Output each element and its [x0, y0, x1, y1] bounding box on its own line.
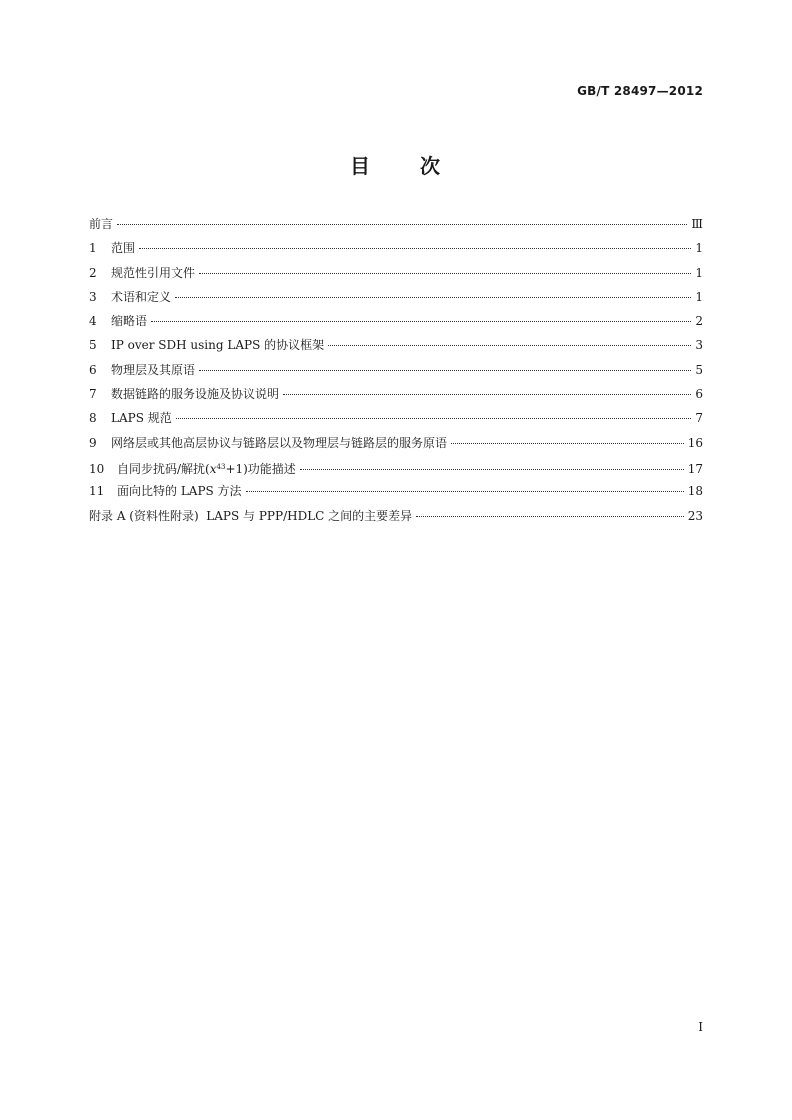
toc-leader-dots: [300, 469, 684, 470]
toc-entry-number: 5: [89, 338, 97, 353]
toc-entry-label: 网络层或其他高层协议与链路层以及物理层与链路层的服务原语: [111, 435, 448, 450]
toc-entry-2[interactable]: [89, 265, 703, 289]
toc-leader-dots: [175, 297, 691, 298]
toc-entry-page: 7: [695, 411, 703, 426]
toc-entry-10[interactable]: [89, 459, 703, 483]
toc-entry-foreword[interactable]: [89, 216, 703, 240]
toc-entry-page: 23: [687, 508, 703, 523]
toc-entry-number: 1: [89, 241, 97, 256]
toc-entry-8[interactable]: [89, 410, 703, 434]
toc-entry-number: 7: [89, 387, 97, 402]
toc-entry-page: 1: [695, 265, 703, 280]
toc-entry-7[interactable]: [89, 386, 703, 410]
toc-leader-dots: [199, 273, 691, 274]
toc-entry-4[interactable]: [89, 313, 703, 337]
toc-entry-number: 3: [89, 289, 97, 304]
toc-entry-page: Ⅲ: [691, 217, 703, 231]
toc-entry-number: 10: [89, 461, 105, 476]
toc-entry-label: 附录 A (资料性附录) LAPS 与 PPP/HDLC 之间的主要差异: [89, 508, 413, 523]
toc-entry-page: 6: [695, 387, 703, 402]
page-number: I: [698, 1020, 703, 1034]
toc-entry-3[interactable]: [89, 289, 703, 313]
toc-label-exponent: 43: [216, 462, 226, 471]
toc-entry-page: 16: [687, 435, 703, 450]
toc-entry-page: 1: [695, 241, 703, 256]
toc-entry-page: 5: [695, 362, 703, 377]
toc-entry-page: 1: [695, 289, 703, 304]
toc-entry-label: 术语和定义: [111, 289, 172, 304]
toc-leader-dots: [117, 224, 687, 225]
toc-leader-dots: [416, 516, 684, 517]
standard-number: GB/T 28497—2012: [577, 84, 703, 98]
toc-label-prefix: 自同步扰码/解扰(: [117, 461, 210, 476]
toc-entry-11[interactable]: [89, 483, 703, 507]
toc-entry-number: 8: [89, 411, 97, 426]
toc-entry-6[interactable]: [89, 362, 703, 386]
toc-entry-number: 6: [89, 362, 97, 377]
toc-entry-1[interactable]: [89, 240, 703, 264]
title-char-2: 次: [420, 154, 442, 178]
page-title: [0, 150, 792, 179]
table-of-contents: [89, 216, 703, 532]
toc-entry-page: 17: [687, 461, 703, 476]
toc-entry-number: 11: [89, 484, 105, 499]
toc-leader-dots: [451, 443, 684, 444]
toc-entry-label: 数据链路的服务设施及协议说明: [111, 387, 280, 402]
toc-entry-label: 规范性引用文件: [111, 265, 196, 280]
toc-label-suffix: +1)功能描述: [225, 461, 296, 476]
toc-leader-dots: [283, 394, 691, 395]
toc-entry-label: 前言: [89, 217, 114, 231]
toc-entry-number: 2: [89, 265, 97, 280]
toc-entry-label: 范围: [111, 241, 136, 256]
toc-entry-9[interactable]: [89, 435, 703, 459]
toc-label-variable: x: [209, 461, 217, 476]
toc-leader-dots: [328, 345, 691, 346]
toc-entry-page: 3: [695, 338, 703, 353]
toc-entry-label: [117, 459, 296, 477]
toc-leader-dots: [176, 418, 692, 419]
toc-entry-label: 缩略语: [111, 314, 148, 329]
title-char-1: 目: [350, 154, 372, 178]
toc-entry-label: LAPS 规范: [111, 411, 172, 426]
toc-entry-number: 9: [89, 435, 97, 450]
toc-entry-label: 面向比特的 LAPS 方法: [117, 484, 242, 499]
toc-entry-5[interactable]: [89, 337, 703, 361]
toc-entry-number: 4: [89, 314, 97, 329]
toc-leader-dots: [199, 370, 691, 371]
toc-entry-label: 物理层及其原语: [111, 362, 196, 377]
toc-entry-annex-a[interactable]: [89, 508, 703, 532]
toc-leader-dots: [151, 321, 691, 322]
toc-entry-page: 2: [695, 314, 703, 329]
toc-entry-page: 18: [687, 484, 703, 499]
toc-leader-dots: [139, 248, 691, 249]
toc-leader-dots: [246, 491, 684, 492]
toc-entry-label: IP over SDH using LAPS 的协议框架: [111, 338, 325, 353]
